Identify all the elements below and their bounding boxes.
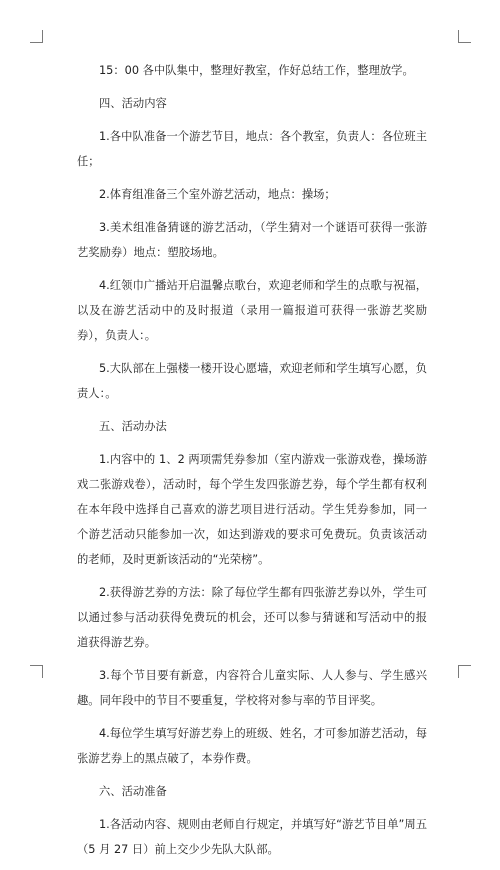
- content-item-5: 5.大队部在上强楼一楼开设心愿墙，欢迎老师和学生填写心愿，负责人：。: [77, 362, 427, 400]
- schedule-line: 15：00 各中队集中，整理好教室，作好总结工作，整理放学。: [99, 64, 414, 77]
- method-item-2: 2.获得游艺券的方法：除了每位学生都有四张游艺券以外，学生可以通过参与活动获得免费玩的机会，还可以参与猜谜和写活动中的报道获得游艺券。: [77, 586, 427, 649]
- content-item-2: 2.体育组准备三个室外游艺活动，地点：操场；: [99, 188, 336, 201]
- content-item-4: 4.红领巾广播站开启温馨点歌台，欢迎老师和学生的点歌与祝福，以及在游艺活动中的及时报道（录用一篇报道可获得一张游艺奖励券），负责人：。: [77, 279, 427, 342]
- crop-mark-top-right: [458, 30, 471, 43]
- crop-mark-bottom-left: [30, 665, 43, 678]
- preparation-item-1: 1.各活动内容、规则由老师自行规定，并填写好“游艺节目单”周五（5 月 27 日）前上交少少先队大队部。: [77, 818, 427, 856]
- section-heading-preparation: 六、活动准备: [99, 785, 167, 798]
- crop-mark-bottom-right: [458, 665, 471, 678]
- document-page: [77, 58, 427, 870]
- content-item-1: 1.各中队准备一个游艺节目，地点：各个教室，负责人：各位班主任；: [77, 130, 427, 168]
- section-heading-method: 五、活动办法: [99, 420, 167, 433]
- content-item-3: 3.美术组准备猜谜的游艺活动，（学生猜对一个谜语可获得一张游艺奖励券）地点：塑胶场地。: [77, 221, 427, 259]
- method-item-3: 3.每个节目要有新意，内容符合儿童实际、人人参与、学生感兴趣。同年段中的节目不要重复，学校将对参与率的节目评奖。: [77, 669, 427, 707]
- crop-mark-top-left: [30, 30, 43, 43]
- method-item-1: 1.内容中的 1、2 两项需凭券参加（室内游戏一张游戏卷，操场游戏二张游戏卷），活动时，每个学生发四张游艺券，每个学生都有权利在本年段中选择自己喜欢的游艺项目进行活动。学生凭券参加，同一个游艺活动只能参加一次，如达到游戏的要求可免费玩。负责该活动的老师，及时更新该活动的“光荣榜”。: [77, 453, 427, 566]
- section-heading-content: 四、活动内容: [99, 97, 167, 110]
- method-item-4: 4.每位学生填写好游艺券上的班级、姓名，才可参加游艺活动，每张游艺券上的黑点破了，本券作费。: [77, 727, 427, 765]
